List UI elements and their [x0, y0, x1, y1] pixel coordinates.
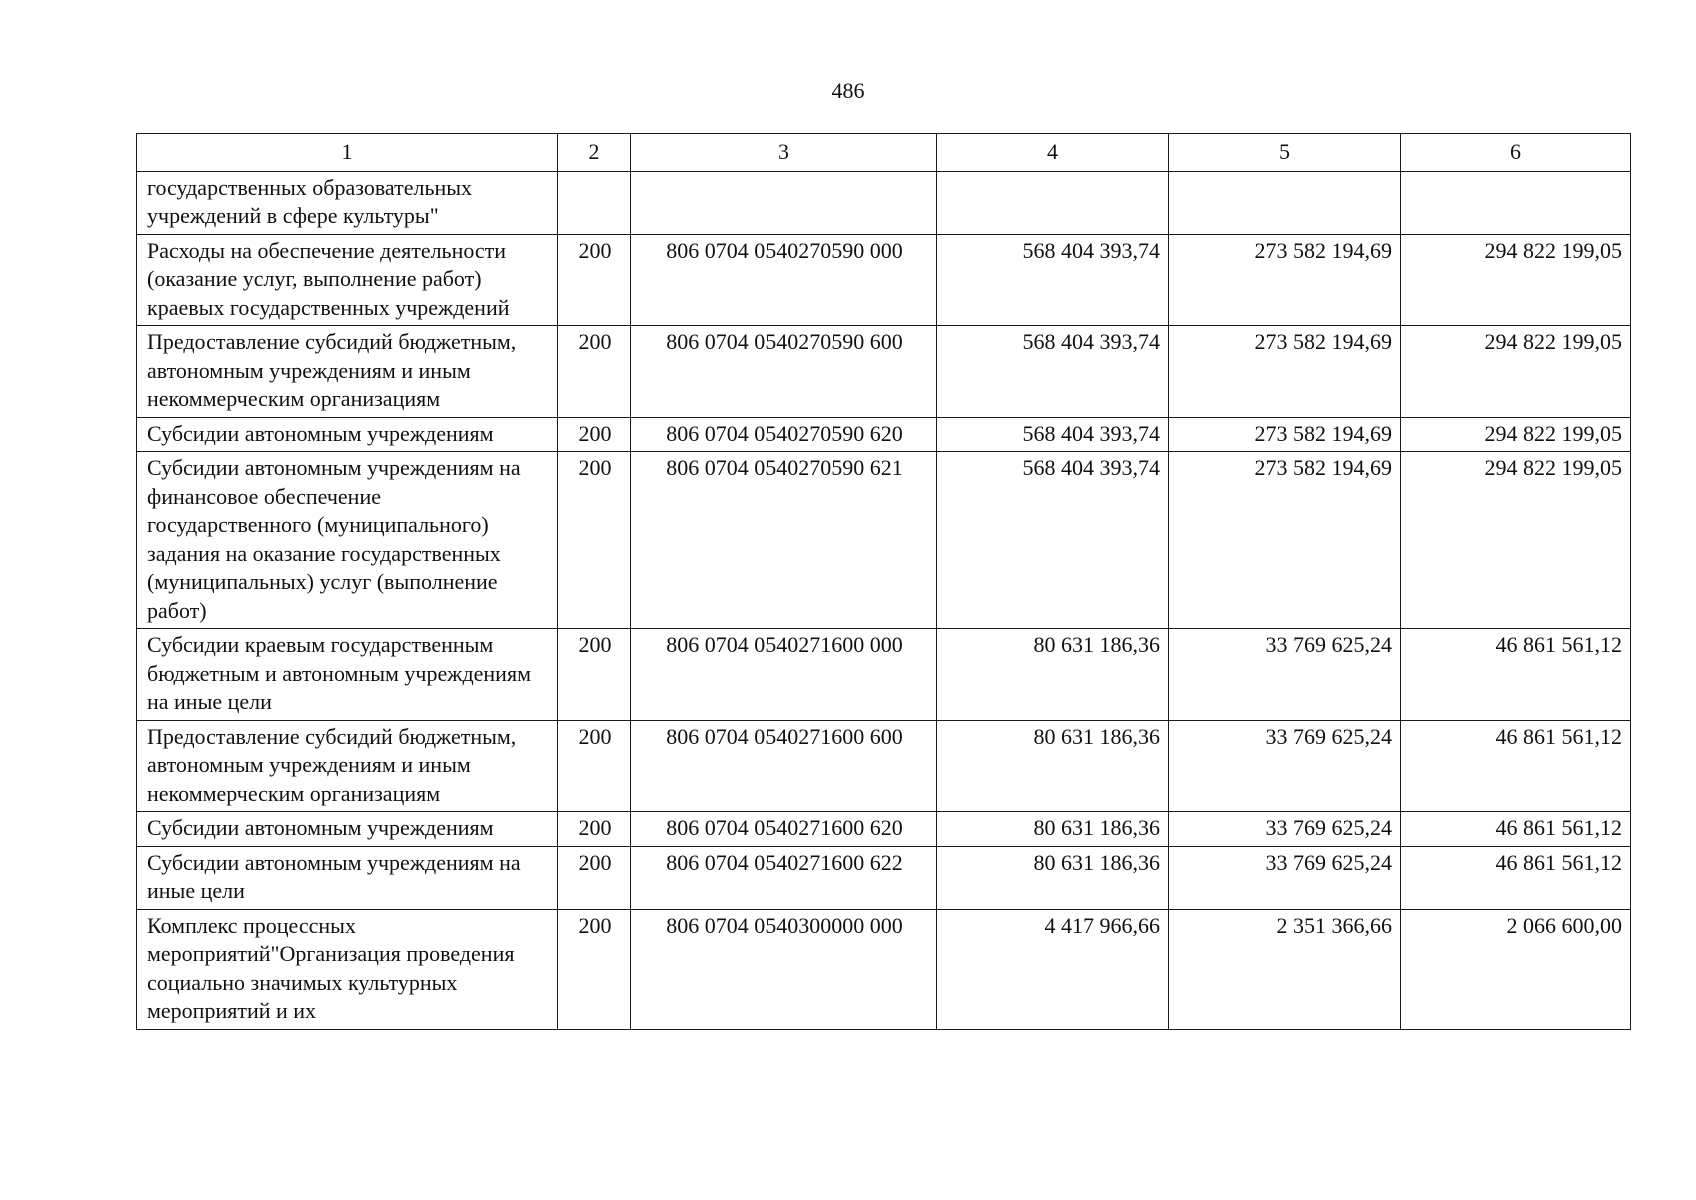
row-name-cell: Комплекс процессных мероприятий"Организация проведения социально значимых культурных мероприятий и их — [137, 909, 558, 1029]
page-number: 486 — [831, 78, 865, 103]
amount-col5-cell: 273 582 194,69 — [1169, 326, 1401, 418]
amount-col5-cell — [1169, 171, 1401, 234]
table-body — [137, 171, 1631, 1029]
amount-col6-cell: 2 066 600,00 — [1401, 909, 1631, 1029]
budget-code-cell: 806 0704 0540270590 621 — [631, 452, 937, 629]
amount-col6-cell: 294 822 199,05 — [1401, 326, 1631, 418]
table-row — [137, 846, 1631, 909]
row-code-cell: 200 — [558, 846, 631, 909]
amount-col6-cell: 46 861 561,12 — [1401, 812, 1631, 847]
amount-col4-cell: 80 631 186,36 — [937, 629, 1169, 721]
amount-col6-cell — [1401, 171, 1631, 234]
column-header-6: 6 — [1401, 134, 1631, 172]
amount-col4-cell: 568 404 393,74 — [937, 326, 1169, 418]
row-name-cell: Субсидии краевым государственным бюджетным и автономным учреждениям на иные цели — [137, 629, 558, 721]
budget-code-cell: 806 0704 0540271600 000 — [631, 629, 937, 721]
amount-col6-cell: 294 822 199,05 — [1401, 417, 1631, 452]
amount-col5-cell: 33 769 625,24 — [1169, 629, 1401, 721]
row-name-cell: Расходы на обеспечение деятельности (оказание услуг, выполнение работ) краевых государственных учреждений — [137, 234, 558, 326]
table-row — [137, 629, 1631, 721]
amount-col5-cell: 33 769 625,24 — [1169, 720, 1401, 812]
amount-col6-cell: 46 861 561,12 — [1401, 846, 1631, 909]
amount-col6-cell: 294 822 199,05 — [1401, 234, 1631, 326]
budget-code-cell: 806 0704 0540300000 000 — [631, 909, 937, 1029]
row-name-cell: Предоставление субсидий бюджетным, автономным учреждениям и иным некоммерческим организациям — [137, 720, 558, 812]
amount-col4-cell: 80 631 186,36 — [937, 812, 1169, 847]
table-row — [137, 909, 1631, 1029]
amount-col5-cell: 273 582 194,69 — [1169, 452, 1401, 629]
row-code-cell: 200 — [558, 720, 631, 812]
amount-col4-cell: 568 404 393,74 — [937, 417, 1169, 452]
row-code-cell: 200 — [558, 909, 631, 1029]
column-header-1: 1 — [137, 134, 558, 172]
table-row — [137, 720, 1631, 812]
header-row — [137, 134, 1631, 172]
budget-table — [136, 133, 1631, 1030]
row-code-cell: 200 — [558, 452, 631, 629]
table-row — [137, 171, 1631, 234]
column-header-2: 2 — [558, 134, 631, 172]
column-header-4: 4 — [937, 134, 1169, 172]
column-header-5: 5 — [1169, 134, 1401, 172]
budget-code-cell: 806 0704 0540271600 620 — [631, 812, 937, 847]
amount-col4-cell: 568 404 393,74 — [937, 452, 1169, 629]
row-code-cell: 200 — [558, 629, 631, 721]
row-code-cell: 200 — [558, 234, 631, 326]
budget-code-cell: 806 0704 0540271600 622 — [631, 846, 937, 909]
row-name-cell: Субсидии автономным учреждениям на иные цели — [137, 846, 558, 909]
column-header-3: 3 — [631, 134, 937, 172]
row-name-cell: Субсидии автономным учреждениям — [137, 417, 558, 452]
amount-col5-cell: 33 769 625,24 — [1169, 812, 1401, 847]
row-name-cell: Предоставление субсидий бюджетным, автономным учреждениям и иным некоммерческим организациям — [137, 326, 558, 418]
budget-code-cell — [631, 171, 937, 234]
amount-col4-cell — [937, 171, 1169, 234]
amount-col6-cell: 46 861 561,12 — [1401, 720, 1631, 812]
amount-col5-cell: 33 769 625,24 — [1169, 846, 1401, 909]
row-code-cell: 200 — [558, 812, 631, 847]
table-row — [137, 417, 1631, 452]
amount-col4-cell: 80 631 186,36 — [937, 720, 1169, 812]
budget-code-cell: 806 0704 0540270590 600 — [631, 326, 937, 418]
table-row — [137, 812, 1631, 847]
amount-col4-cell: 4 417 966,66 — [937, 909, 1169, 1029]
row-code-cell — [558, 171, 631, 234]
row-code-cell: 200 — [558, 417, 631, 452]
amount-col4-cell: 568 404 393,74 — [937, 234, 1169, 326]
row-name-cell: Субсидии автономным учреждениям на финансовое обеспечение государственного (муниципального) задания на оказание государственных (муниципальных) услуг (выполнение работ) — [137, 452, 558, 629]
table-row — [137, 234, 1631, 326]
amount-col6-cell: 294 822 199,05 — [1401, 452, 1631, 629]
row-name-cell: государственных образовательных учреждений в сфере культуры" — [137, 171, 558, 234]
row-code-cell: 200 — [558, 326, 631, 418]
amount-col6-cell: 46 861 561,12 — [1401, 629, 1631, 721]
table-row — [137, 452, 1631, 629]
table-row — [137, 326, 1631, 418]
budget-code-cell: 806 0704 0540270590 620 — [631, 417, 937, 452]
budget-code-cell: 806 0704 0540270590 000 — [631, 234, 937, 326]
amount-col5-cell: 2 351 366,66 — [1169, 909, 1401, 1029]
row-name-cell: Субсидии автономным учреждениям — [137, 812, 558, 847]
budget-code-cell: 806 0704 0540271600 600 — [631, 720, 937, 812]
amount-col5-cell: 273 582 194,69 — [1169, 417, 1401, 452]
amount-col5-cell: 273 582 194,69 — [1169, 234, 1401, 326]
amount-col4-cell: 80 631 186,36 — [937, 846, 1169, 909]
